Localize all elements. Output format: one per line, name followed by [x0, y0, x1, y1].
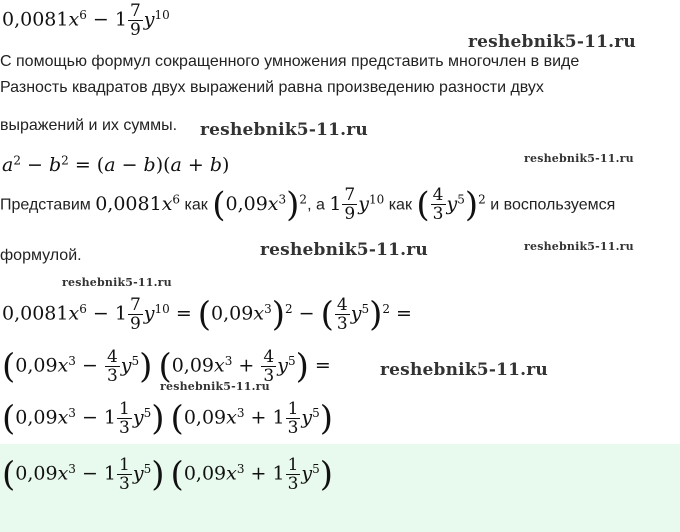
explanation-line-1: Разность квадратов двух выражений равна произведению разности двух: [0, 79, 544, 96]
answer: ($0,09x^3 - 1$ $\frac{1}{3}$ $y^5$) ($0,09x^3 + 1$ $\frac{1}{3}$ $y^5$): [2, 454, 334, 495]
represent-line: Представим $0,0081x^6$ как $(0,09x^3)^2$, а 1 $\frac{7}{9}$ $y^{10}$ как ( $\frac{4}{3}$ $y^5)^2$ и воспользуемся: [0, 184, 616, 225]
watermark: reshebnik5-11.ru: [200, 120, 368, 140]
watermark: reshebnik5-11.ru: [524, 240, 634, 253]
problem-expression: $0,0081x^6 - 1$ $\frac{7}{9}$ $y^{10}$: [2, 1, 170, 40]
formula-word: формулой.: [0, 247, 82, 264]
solution-step-3: ($0,09x^3 - 1$ $\frac{1}{3}$ $y^5$) ($0,09x^3 + 1$ $\frac{1}{3}$ $y^5$): [2, 398, 334, 439]
watermark: reshebnik5-11.ru: [524, 152, 634, 165]
watermark: reshebnik5-11.ru: [160, 380, 270, 393]
watermark: reshebnik5-11.ru: [380, 360, 548, 380]
watermark: reshebnik5-11.ru: [62, 276, 172, 289]
difference-of-squares-formula: $a^2 - b^2 = (a - b)(a + b)$: [2, 153, 230, 176]
watermark: reshebnik5-11.ru: [260, 240, 428, 260]
explanation-line-2: выражений и их суммы.: [0, 117, 178, 134]
solution-step-2: ($0,09x^3$ − $\frac{4}{3}$ $y^5$) ($0,09x^3$ + $\frac{4}{3}$ $y^5$) =: [2, 346, 331, 387]
watermark: reshebnik5-11.ru: [468, 32, 636, 52]
instruction-text: С помощью формул сокращенного умножения представить многочлен в виде: [0, 53, 580, 70]
solution-step-1: $0,0081x^6 - 1$ $\frac{7}{9}$ $y^{10} = (0,09x^3)^2$ − ( $\frac{4}{3}$ $y^5)^2$ =: [2, 294, 412, 335]
